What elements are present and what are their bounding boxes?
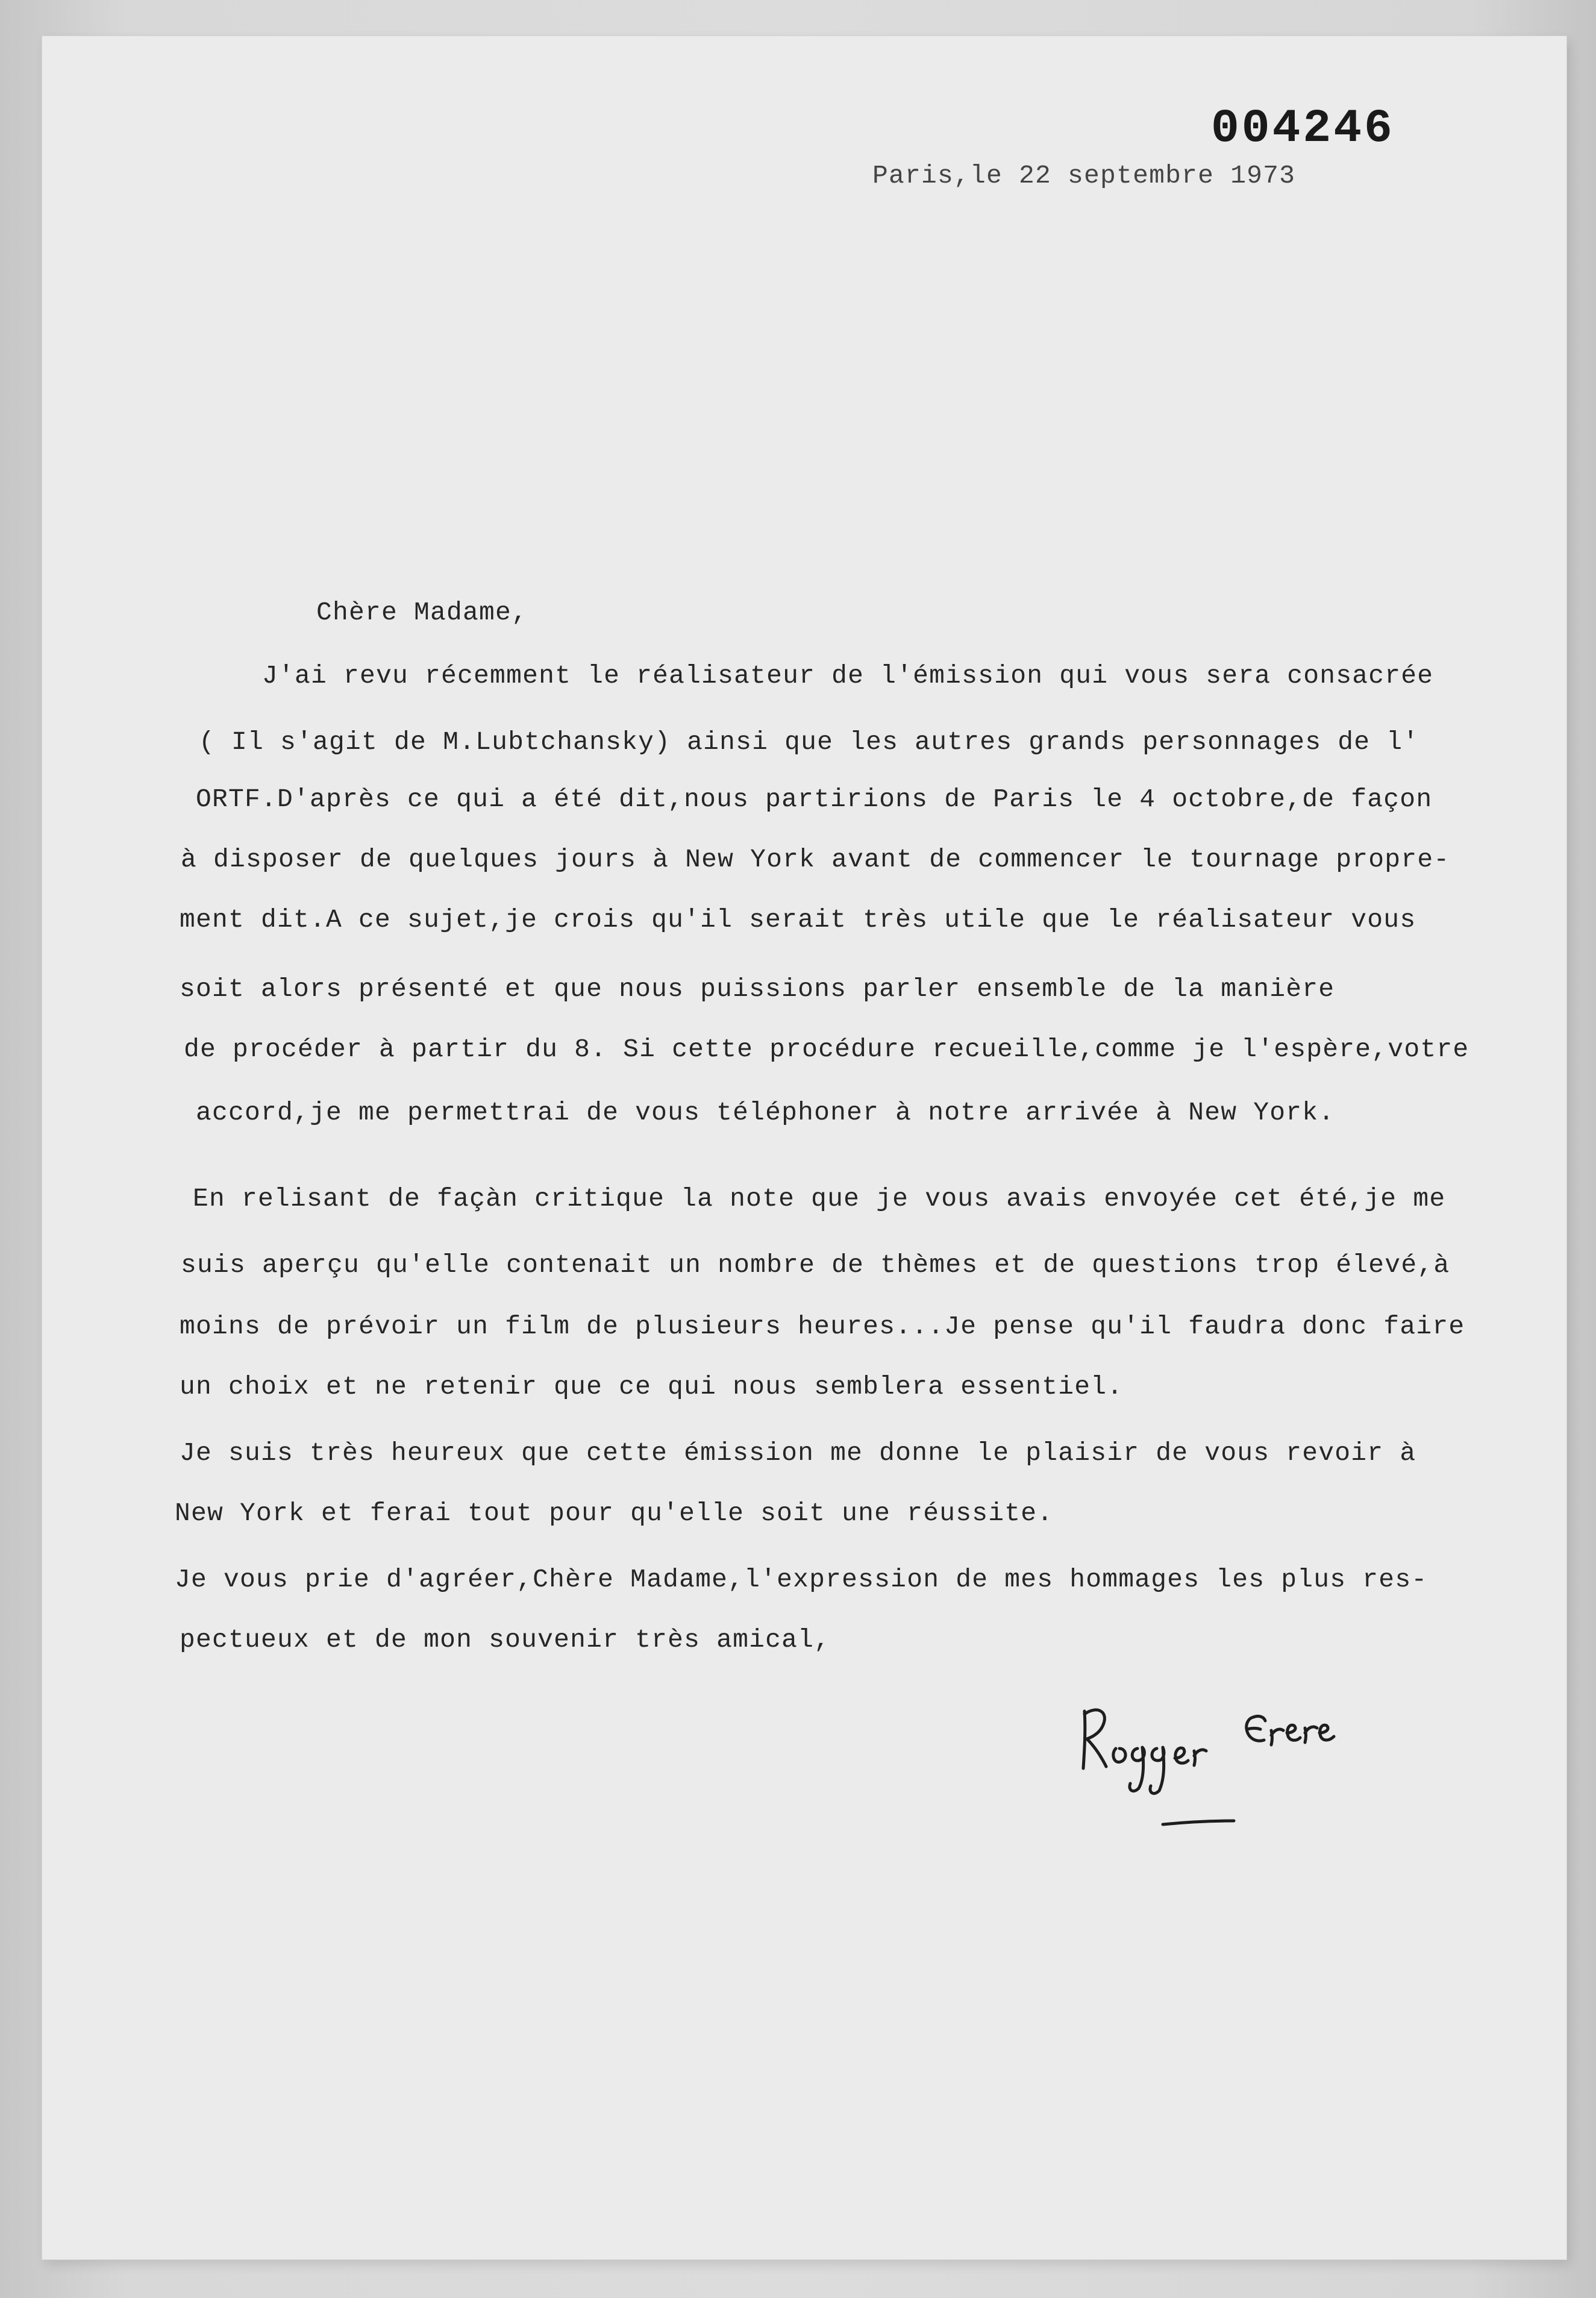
letter-line: soit alors présenté et que nous puissions parler ensemble de la manière	[180, 974, 1335, 1004]
letter-line: ment dit.A ce sujet,je crois qu'il serait très utile que le réalisateur vous	[180, 905, 1416, 935]
letter-line: Je vous prie d'agréer,Chère Madame,l'expression de mes hommages les plus res-	[175, 1565, 1428, 1594]
letter-line: suis aperçu qu'elle contenait un nombre de thèmes et de questions trop élevé,à	[181, 1250, 1450, 1280]
letter-line: ( Il s'agit de M.Lubtchansky) ainsi que les autres grands personnages de l'	[199, 727, 1419, 757]
letter-line: de procéder à partir du 8. Si cette procédure recueille,comme je l'espère,votre	[184, 1035, 1469, 1064]
letter-line: à disposer de quelques jours à New York avant de commencer le tournage propre-	[181, 845, 1450, 874]
handwritten-signature	[1072, 1693, 1350, 1850]
letter-line: un choix et ne retenir que ce qui nous semblera essentiel.	[180, 1372, 1124, 1401]
letter-line: pectueux et de mon souvenir très amical,	[180, 1625, 831, 1655]
letter-salutation: Chère Madame,	[316, 598, 528, 627]
letter-line: ORTF.D'après ce qui a été dit,nous partirions de Paris le 4 octobre,de façon	[196, 784, 1433, 814]
letter-line: moins de prévoir un film de plusieurs heures...Je pense qu'il faudra donc faire	[180, 1312, 1465, 1341]
letter-line: accord,je me permettrai de vous téléphoner à notre arrivée à New York.	[196, 1098, 1335, 1127]
letter-line: En relisant de façàn critique la note que je vous avais envoyée cet été,je me	[193, 1184, 1446, 1213]
letter-date: Paris,le 22 septembre 1973	[872, 161, 1296, 190]
letter-line: New York et ferai tout pour qu'elle soit une réussite.	[175, 1498, 1054, 1528]
letter-line: J'ai revu récemment le réalisateur de l'émission qui vous sera consacrée	[262, 661, 1434, 690]
letter-page	[42, 36, 1566, 2259]
letter-line: Je suis très heureux que cette émission me donne le plaisir de vous revoir à	[180, 1438, 1416, 1468]
document-number: 004246	[1211, 102, 1395, 155]
